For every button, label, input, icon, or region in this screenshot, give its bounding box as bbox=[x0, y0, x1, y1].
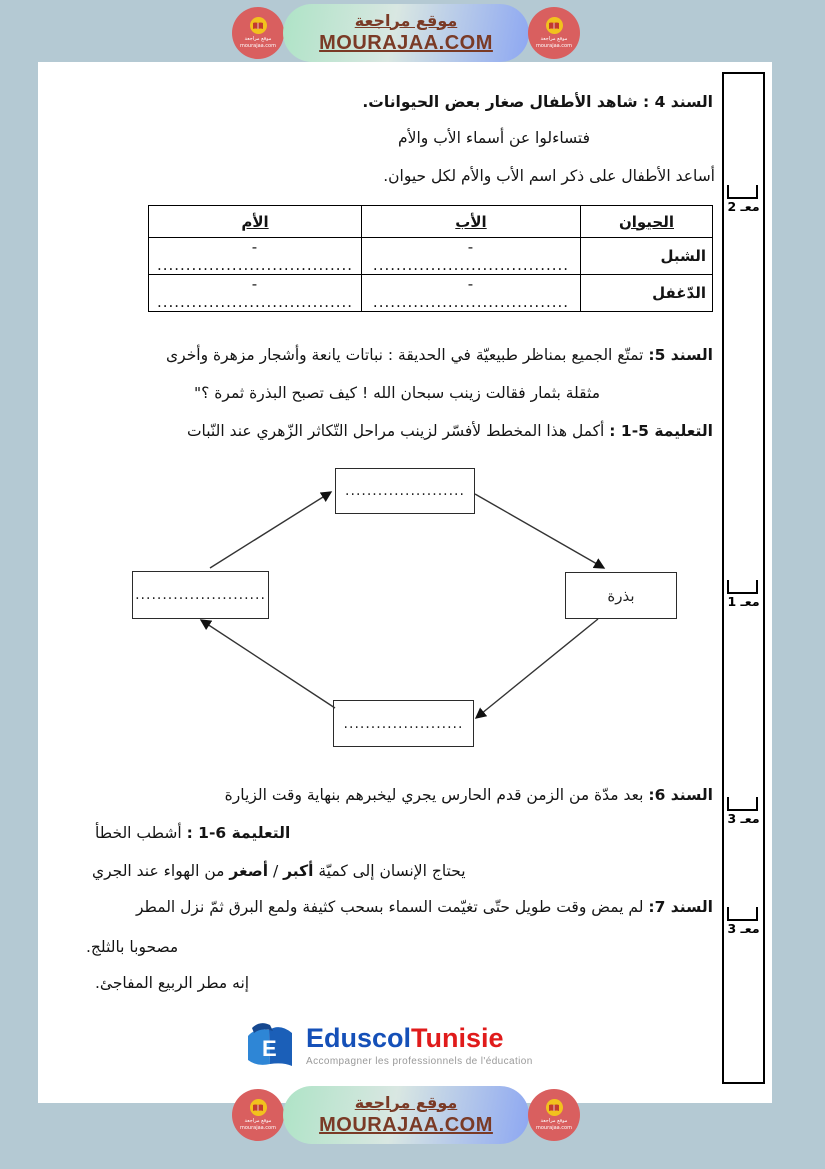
choice-bigger[interactable]: أكبر bbox=[283, 862, 314, 880]
taalima61-label: التعليمة 6-1 : bbox=[186, 824, 291, 842]
document-page bbox=[38, 62, 772, 1103]
arrow-seed-to-bottom bbox=[476, 619, 598, 718]
sanad7-line3: إنه مطر الربيع المفاجئ. bbox=[95, 974, 250, 992]
sanad4-text: شاهد الأطفال صغار بعض الحيوانات. bbox=[362, 93, 643, 111]
badge-text-ar: موقع مراجعة bbox=[244, 1118, 272, 1124]
sanad7-label: السند 7: bbox=[648, 898, 713, 916]
table-row bbox=[149, 275, 713, 312]
banner-title-ar: موقع مراجعة bbox=[354, 1092, 458, 1112]
book-icon bbox=[250, 17, 267, 34]
arrow-left-to-top bbox=[210, 492, 331, 568]
book-icon bbox=[546, 17, 563, 34]
animals-table bbox=[148, 205, 713, 312]
sanad7-text: لم يمض وقت طويل حتّى تغيّمت السماء بسحب كثيفة ولمع البرق ثمّ نزل المطر bbox=[135, 898, 649, 916]
table-header-row bbox=[149, 206, 713, 238]
sanad5-text: تمتّع الجميع بمناظر طبيعيّة في الحديقة : نباتات يانعة وأشجار مزهرة وأخرى bbox=[166, 346, 649, 364]
sanad7-line2: مصحوبا بالثلج. bbox=[86, 938, 179, 956]
animal-name: الدّغفل bbox=[580, 275, 712, 312]
sanad6-text: بعد مدّة من الزمن قدم الحارس يجري ليخبرهم بنهاية وقت الزيارة bbox=[224, 786, 649, 804]
criterion-bracket bbox=[727, 185, 758, 199]
animal-name: الشبل bbox=[580, 238, 712, 275]
site-banner-bottom bbox=[232, 1086, 580, 1144]
mourajaa-badge-icon bbox=[232, 7, 284, 59]
sentence-part1: يحتاج الإنسان إلى كميّة bbox=[313, 862, 466, 880]
criterion-bracket bbox=[727, 907, 758, 921]
criterion-mark: معـ 1 bbox=[727, 594, 760, 609]
sanad5-heading bbox=[166, 346, 713, 364]
mourajaa-badge-icon bbox=[232, 1089, 284, 1141]
table-row bbox=[149, 238, 713, 275]
sanad4-heading bbox=[362, 93, 713, 111]
mourajaa-badge-icon bbox=[528, 1089, 580, 1141]
father-blank[interactable]: - .................................. bbox=[362, 238, 581, 275]
banner-domain: MOURAJAA.COM bbox=[319, 31, 493, 54]
criterion-mark: معـ 2 bbox=[727, 199, 760, 214]
sanad4-line2: فتساءلوا عن أسماء الأب والأم bbox=[398, 129, 590, 147]
svg-text:E: E bbox=[262, 1036, 277, 1061]
sentence-part2: من الهواء عند الجري bbox=[92, 862, 230, 880]
badge-text-ar: موقع مراجعة bbox=[540, 36, 568, 42]
taalima51-label: التعليمة 5-1 : bbox=[609, 422, 713, 440]
eduscol-book-icon bbox=[240, 1018, 300, 1074]
criterion-bracket bbox=[727, 797, 758, 811]
eduscol-logo bbox=[240, 1018, 533, 1074]
taalima51-heading bbox=[187, 422, 713, 440]
logo-tagline: Accompagner les professionnels de l'éducation bbox=[306, 1056, 533, 1067]
mourajaa-banner-link[interactable] bbox=[283, 4, 529, 62]
banner-domain: MOURAJAA.COM bbox=[319, 1113, 493, 1136]
sentence-separator: / bbox=[268, 862, 284, 880]
diagram-box-seed: بذرة bbox=[565, 572, 677, 619]
badge-text-domain: mourajaa.com bbox=[535, 1124, 572, 1131]
diagram-box-top-blank[interactable]: ...................... bbox=[335, 468, 475, 514]
diagram-box-left-blank[interactable]: ........................ bbox=[132, 571, 269, 619]
sanad4-label: السند 4 : bbox=[643, 93, 713, 111]
evaluation-margin-column bbox=[722, 72, 765, 1084]
criterion-mark: معـ 3 bbox=[727, 811, 760, 826]
badge-text-domain: mourajaa.com bbox=[239, 42, 276, 49]
badge-text-ar: موقع مراجعة bbox=[540, 1118, 568, 1124]
sanad7-heading bbox=[136, 898, 713, 916]
brand-eduscol: Eduscol bbox=[306, 1023, 412, 1053]
header-mother: الأم bbox=[149, 206, 362, 238]
sanad6-heading bbox=[225, 786, 713, 804]
father-blank[interactable]: - .................................. bbox=[362, 275, 581, 312]
header-animal: الحيوان bbox=[580, 206, 712, 238]
site-banner-top bbox=[232, 4, 580, 62]
criterion-bracket bbox=[727, 580, 758, 594]
header-father: الأب bbox=[362, 206, 581, 238]
diagram-box-bottom-blank[interactable]: ...................... bbox=[333, 700, 474, 747]
taalima61-text: أشطب الخطأ bbox=[95, 824, 187, 842]
sanad5-label: السند 5: bbox=[648, 346, 713, 364]
sanad6-label: السند 6: bbox=[648, 786, 713, 804]
sanad6-sentence bbox=[92, 862, 466, 880]
mourajaa-banner-link[interactable] bbox=[283, 1086, 529, 1144]
banner-title-ar: موقع مراجعة bbox=[354, 10, 458, 30]
mother-blank[interactable]: - .................................. bbox=[149, 275, 362, 312]
arrow-top-to-seed bbox=[475, 494, 604, 568]
mourajaa-badge-icon bbox=[528, 7, 580, 59]
book-icon bbox=[250, 1099, 267, 1116]
sanad5-line2: مثقلة بثمار فقالت زينب سبحان الله ! كيف تصبح البذرة ثمرة ؟" bbox=[194, 384, 600, 402]
sanad4-line3: أساعد الأطفال على ذكر اسم الأب والأم لكل حيوان. bbox=[383, 167, 715, 185]
criterion-mark: معـ 3 bbox=[727, 921, 760, 936]
badge-text-ar: موقع مراجعة bbox=[244, 36, 272, 42]
brand-tunisie: Tunisie bbox=[411, 1023, 504, 1053]
mother-blank[interactable]: - .................................. bbox=[149, 238, 362, 275]
choice-smaller[interactable]: أصغر bbox=[229, 862, 269, 880]
taalima61-heading bbox=[95, 824, 290, 842]
book-icon bbox=[546, 1099, 563, 1116]
arrow-bottom-to-left bbox=[201, 620, 335, 708]
badge-text-domain: mourajaa.com bbox=[535, 42, 572, 49]
badge-text-domain: mourajaa.com bbox=[239, 1124, 276, 1131]
taalima51-text: أكمل هذا المخطط لأفسّر لزينب مراحل التّكاثر الزّهري عند النّبات bbox=[186, 422, 610, 440]
